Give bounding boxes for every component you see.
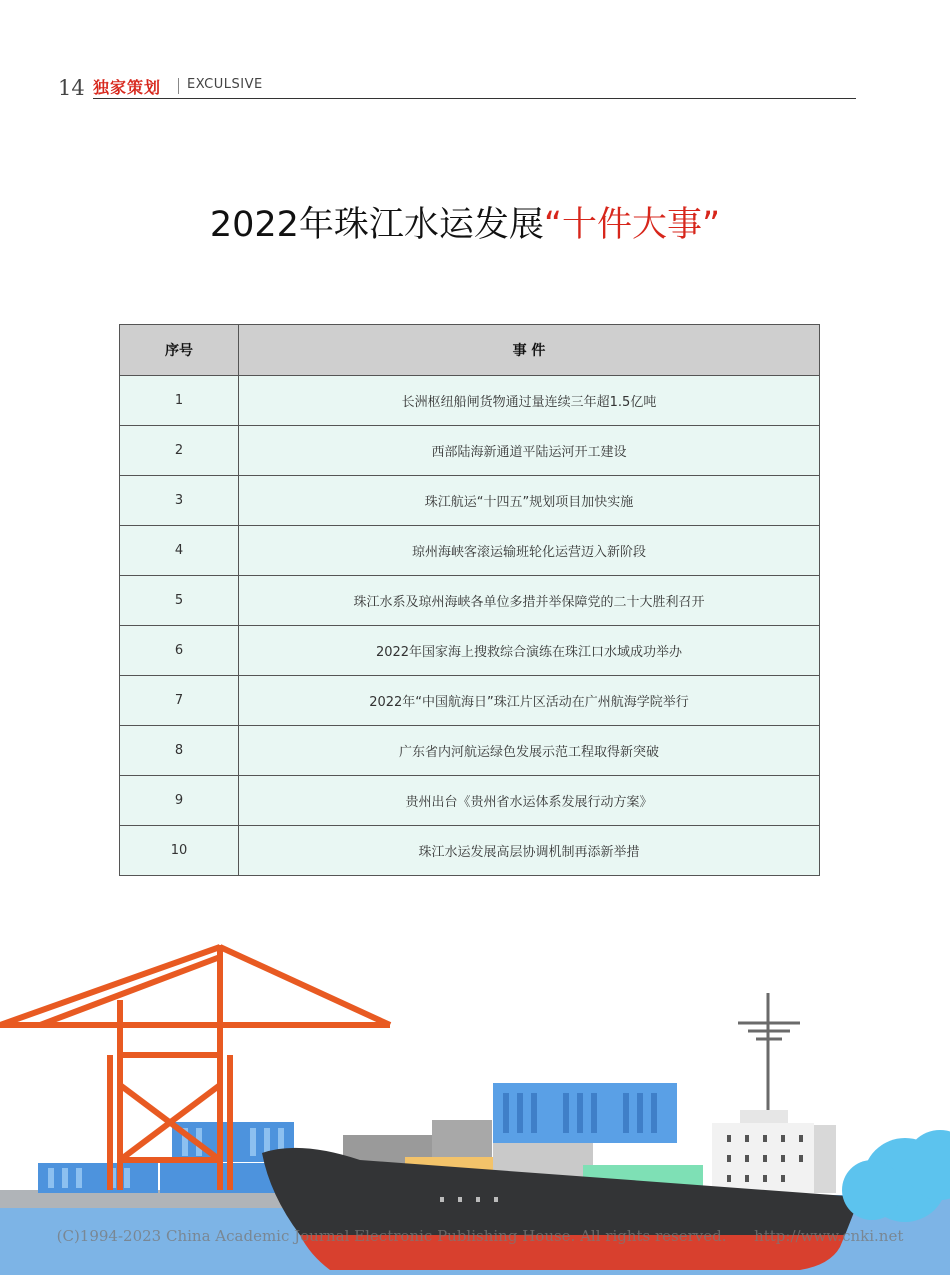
row-event: 珠江水运发展高层协调机制再添新举措 bbox=[239, 826, 820, 876]
row-number: 2 bbox=[120, 426, 239, 476]
table-header-row bbox=[120, 325, 820, 376]
row-event: 2022年国家海上搜救综合演练在珠江口水域成功举办 bbox=[239, 626, 820, 676]
table-row bbox=[120, 726, 820, 776]
table-row bbox=[120, 626, 820, 676]
section-title-cn: 独家策划 bbox=[93, 78, 162, 97]
ship-bridge bbox=[712, 1110, 836, 1193]
title-main: 2022年珠江水运发展 bbox=[209, 205, 544, 245]
row-number: 3 bbox=[120, 476, 239, 526]
table-row bbox=[120, 376, 820, 426]
header-event: 事 件 bbox=[239, 325, 820, 376]
row-event: 珠江水系及琼州海峡各单位多措并举保障党的二十大胜利召开 bbox=[239, 576, 820, 626]
row-event: 长洲枢纽船闸货物通过量连续三年超1.5亿吨 bbox=[239, 376, 820, 426]
title-highlight: “十件大事” bbox=[543, 205, 721, 245]
page-title bbox=[0, 197, 930, 247]
table-row bbox=[120, 476, 820, 526]
table-row bbox=[120, 576, 820, 626]
copyright-url[interactable]: http://www.cnki.net bbox=[754, 1227, 904, 1245]
table-row bbox=[120, 826, 820, 876]
copyright-text: (C)1994-2023 China Academic Journal Electronic Publishing House. All rights reserved. bbox=[56, 1227, 727, 1245]
table-row bbox=[120, 676, 820, 726]
cloud bbox=[842, 1130, 950, 1222]
row-event: 广东省内河航运绿色发展示范工程取得新突破 bbox=[239, 726, 820, 776]
row-event: 珠江航运“十四五”规划项目加快实施 bbox=[239, 476, 820, 526]
port-illustration bbox=[0, 935, 950, 1275]
ship-mast bbox=[738, 993, 800, 1115]
header-number: 序号 bbox=[120, 325, 239, 376]
row-number: 4 bbox=[120, 526, 239, 576]
row-number: 9 bbox=[120, 776, 239, 826]
row-number: 6 bbox=[120, 626, 239, 676]
table-row bbox=[120, 776, 820, 826]
row-number: 10 bbox=[120, 826, 239, 876]
header-rule bbox=[93, 98, 856, 99]
row-event: 西部陆海新通道平陆运河开工建设 bbox=[239, 426, 820, 476]
page-number: 14 bbox=[58, 76, 85, 100]
table-row bbox=[120, 426, 820, 476]
row-event: 琼州海峡客滚运输班轮化运营迈入新阶段 bbox=[239, 526, 820, 576]
header-separator bbox=[178, 78, 179, 94]
copyright-footer bbox=[30, 1227, 930, 1245]
row-number: 8 bbox=[120, 726, 239, 776]
events-table bbox=[119, 324, 820, 876]
section-title-en: EXCULSIVE bbox=[187, 77, 263, 92]
page-header bbox=[58, 74, 858, 100]
row-number: 7 bbox=[120, 676, 239, 726]
row-number: 1 bbox=[120, 376, 239, 426]
row-event: 贵州出台《贵州省水运体系发展行动方案》 bbox=[239, 776, 820, 826]
table-row bbox=[120, 526, 820, 576]
row-event: 2022年“中国航海日”珠江片区活动在广州航海学院举行 bbox=[239, 676, 820, 726]
row-number: 5 bbox=[120, 576, 239, 626]
